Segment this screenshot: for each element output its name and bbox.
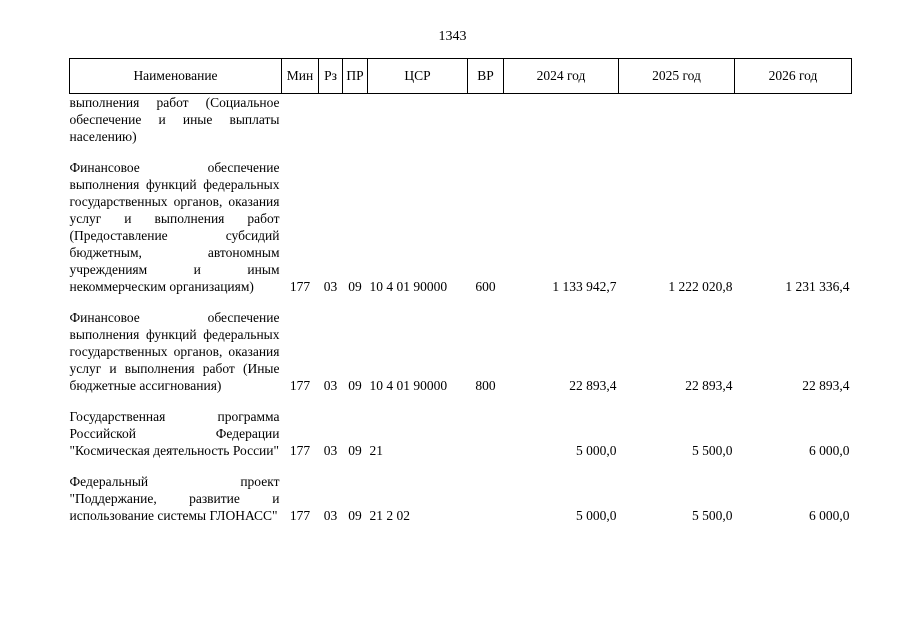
row-name: Финансовое обеспечение выполнения функций федеральных государственных органов, оказания услуг и выполнения работ (Иные бюджетные ассигнования) (69, 310, 280, 393)
row-2026: 22 893,4 (802, 378, 850, 393)
row-pr: 09 (348, 443, 362, 458)
row-name: Государственная программа Российской Федерации "Космическая деятельность России" (69, 409, 280, 458)
row-csr: 10 4 01 90000 (369, 378, 448, 393)
page-number: 1343 (438, 29, 467, 44)
row-2025: 5 500,0 (692, 443, 733, 458)
row-vr: 600 (475, 279, 496, 294)
header-2025: 2025 год (619, 59, 735, 94)
row-vr: 800 (475, 378, 496, 393)
row-2025: 5 500,0 (692, 508, 733, 523)
row-min: 177 (289, 279, 311, 294)
header-pr: ПР (343, 59, 368, 94)
row-2026 (735, 94, 852, 146)
row-name: Федеральный проект "Поддержание, развитие и использование системы ГЛОНАСС" (69, 474, 280, 523)
row-name: Финансовое обеспечение выполнения функций федеральных государственных органов, оказания услуг и выполнения работ (Предоставление субсидий бюджетным, автономным учреждениям и иным некоммерческим организациям) (69, 160, 280, 294)
row-pr: 09 (348, 279, 362, 294)
row-rz (319, 94, 343, 146)
header-2026: 2026 год (735, 59, 852, 94)
table-row (70, 94, 852, 146)
row-rz: 03 (323, 508, 338, 523)
row-pr: 09 (348, 378, 362, 393)
row-csr: 21 (369, 443, 383, 458)
row-2026: 1 231 336,4 (785, 279, 850, 294)
header-min: Мин (282, 59, 319, 94)
row-min: 177 (289, 443, 311, 458)
header-rz: Рз (319, 59, 343, 94)
row-2024 (504, 94, 619, 146)
row-csr: 21 2 02 (369, 508, 410, 523)
row-vr (468, 473, 504, 524)
row-rz: 03 (323, 378, 338, 393)
header-2024: 2024 год (504, 59, 619, 94)
table-row (70, 159, 852, 295)
row-pr (343, 94, 368, 146)
row-2024: 5 000,0 (576, 508, 617, 523)
row-vr (468, 408, 504, 459)
budget-table (69, 58, 852, 524)
row-rz: 03 (323, 279, 338, 294)
row-2025 (619, 94, 735, 146)
row-min (282, 94, 319, 146)
row-2025: 1 222 020,8 (668, 279, 733, 294)
table-header-row (70, 59, 852, 94)
row-2024: 5 000,0 (576, 443, 617, 458)
row-2024: 1 133 942,7 (552, 279, 617, 294)
table-row (70, 473, 852, 524)
row-2026: 6 000,0 (809, 508, 850, 523)
row-min: 177 (289, 508, 311, 523)
row-min: 177 (289, 378, 311, 393)
row-rz: 03 (323, 443, 338, 458)
table-row (70, 309, 852, 394)
row-vr (468, 94, 504, 146)
header-vr: ВР (468, 59, 504, 94)
table-row (70, 408, 852, 459)
row-2025: 22 893,4 (685, 378, 733, 393)
row-csr (368, 94, 468, 146)
row-2024: 22 893,4 (569, 378, 617, 393)
header-name: Наименование (70, 59, 282, 94)
row-name: выполнения работ (Социальное обеспечение и иные выплаты населению) (69, 95, 280, 144)
row-pr: 09 (348, 508, 362, 523)
row-2026: 6 000,0 (809, 443, 850, 458)
row-csr: 10 4 01 90000 (369, 279, 448, 294)
header-csr: ЦСР (368, 59, 468, 94)
